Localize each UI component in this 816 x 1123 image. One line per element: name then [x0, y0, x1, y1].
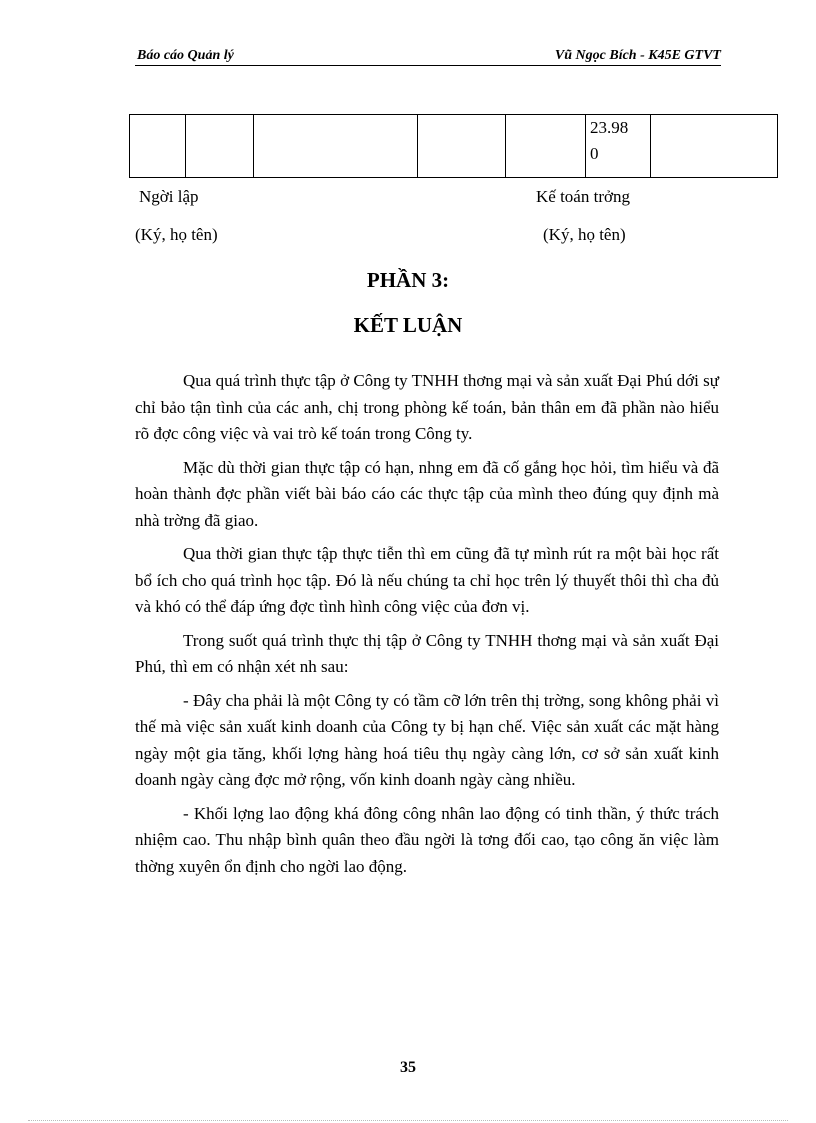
paragraph: Mặc dù thời gian thực tập có hạn, nhng em đã cố gắng học hỏi, tìm hiểu và đã hoàn thành đợc phần viết bài báo cáo các thực tập của mình theo đúng quy định mà nhà trờng đã giao. — [135, 457, 719, 530]
table-cell-total: 23.98 0 — [586, 115, 651, 178]
page-number: 35 — [400, 1059, 416, 1076]
table-cell — [254, 115, 418, 178]
section-part: PHẦN 3: — [366, 268, 450, 292]
header-report-title: Báo cáo Quản lý — [137, 48, 234, 63]
preparer-sign-note: (Ký, họ tên) — [135, 225, 218, 244]
paragraph: - Đây cha phải là một Công ty có tầm cỡ lớn trên thị trờng, song không phải vì thế mà việc sản xuất kinh doanh của Công ty bị hạn chế. Việc sản xuất các mặt hàng ngày một gia tăng, khối lợng hàng hoá tiêu thụ ngày càng lớn, cơ sở sản xuất kinh doanh ngày càng đợc mở rộng, vốn kinh doanh ngày càng nhiều. — [135, 690, 719, 789]
section-title: KẾT LUẬN — [353, 313, 463, 337]
header-rule — [135, 65, 721, 66]
chief-accountant-label: Kế toán trởng — [536, 187, 630, 206]
footer-rule — [28, 1120, 788, 1121]
preparer-label: Ngời lập — [139, 187, 199, 206]
table-row — [130, 115, 778, 178]
table-cell — [418, 115, 506, 178]
paragraph: - Khối lợng lao động khá đông công nhân lao động có tinh thần, ý thức trách nhiệm cao. Thu nhập bình quân theo đầu ngời là tơng đối cao, tạo công ăn việc làm thờng xuyên ổn định cho ngời lao động. — [135, 803, 719, 876]
paragraph: Qua thời gian thực tập thực tiễn thì em cũng đã tự mình rút ra một bài học rất bổ ích cho quá trình học tập. Đó là nếu chúng ta chỉ học trên lý thuyết thôi thì cha đủ và khó có thể đáp ứng đợc tình hình công việc của đơn vị. — [135, 544, 719, 616]
table-cell — [651, 115, 778, 178]
page-header — [135, 48, 721, 66]
table-cell — [186, 115, 254, 178]
header-author: Vũ Ngọc Bích - K45E GTVT — [554, 48, 721, 63]
paragraph: Qua quá trình thực tập ở Công ty TNHH thơng mại và sản xuất Đại Phú dới sự chỉ bảo tận tình của các anh, chị trong phòng kế toán, bản thân em đã phần nào hiểu rõ đợc công việc và vai trò kế toán trong Công ty. — [135, 371, 719, 443]
conclusion-body — [135, 368, 719, 887]
ledger-table-fragment — [129, 114, 778, 178]
table-cell — [130, 115, 186, 178]
chief-accountant-sign-note: (Ký, họ tên) — [543, 225, 626, 244]
paragraph: Trong suốt quá trình thực thị tập ở Công ty TNHH thơng mại và sản xuất Đại Phú, thì em có nhận xét nh sau: — [135, 630, 719, 676]
table-cell — [506, 115, 586, 178]
